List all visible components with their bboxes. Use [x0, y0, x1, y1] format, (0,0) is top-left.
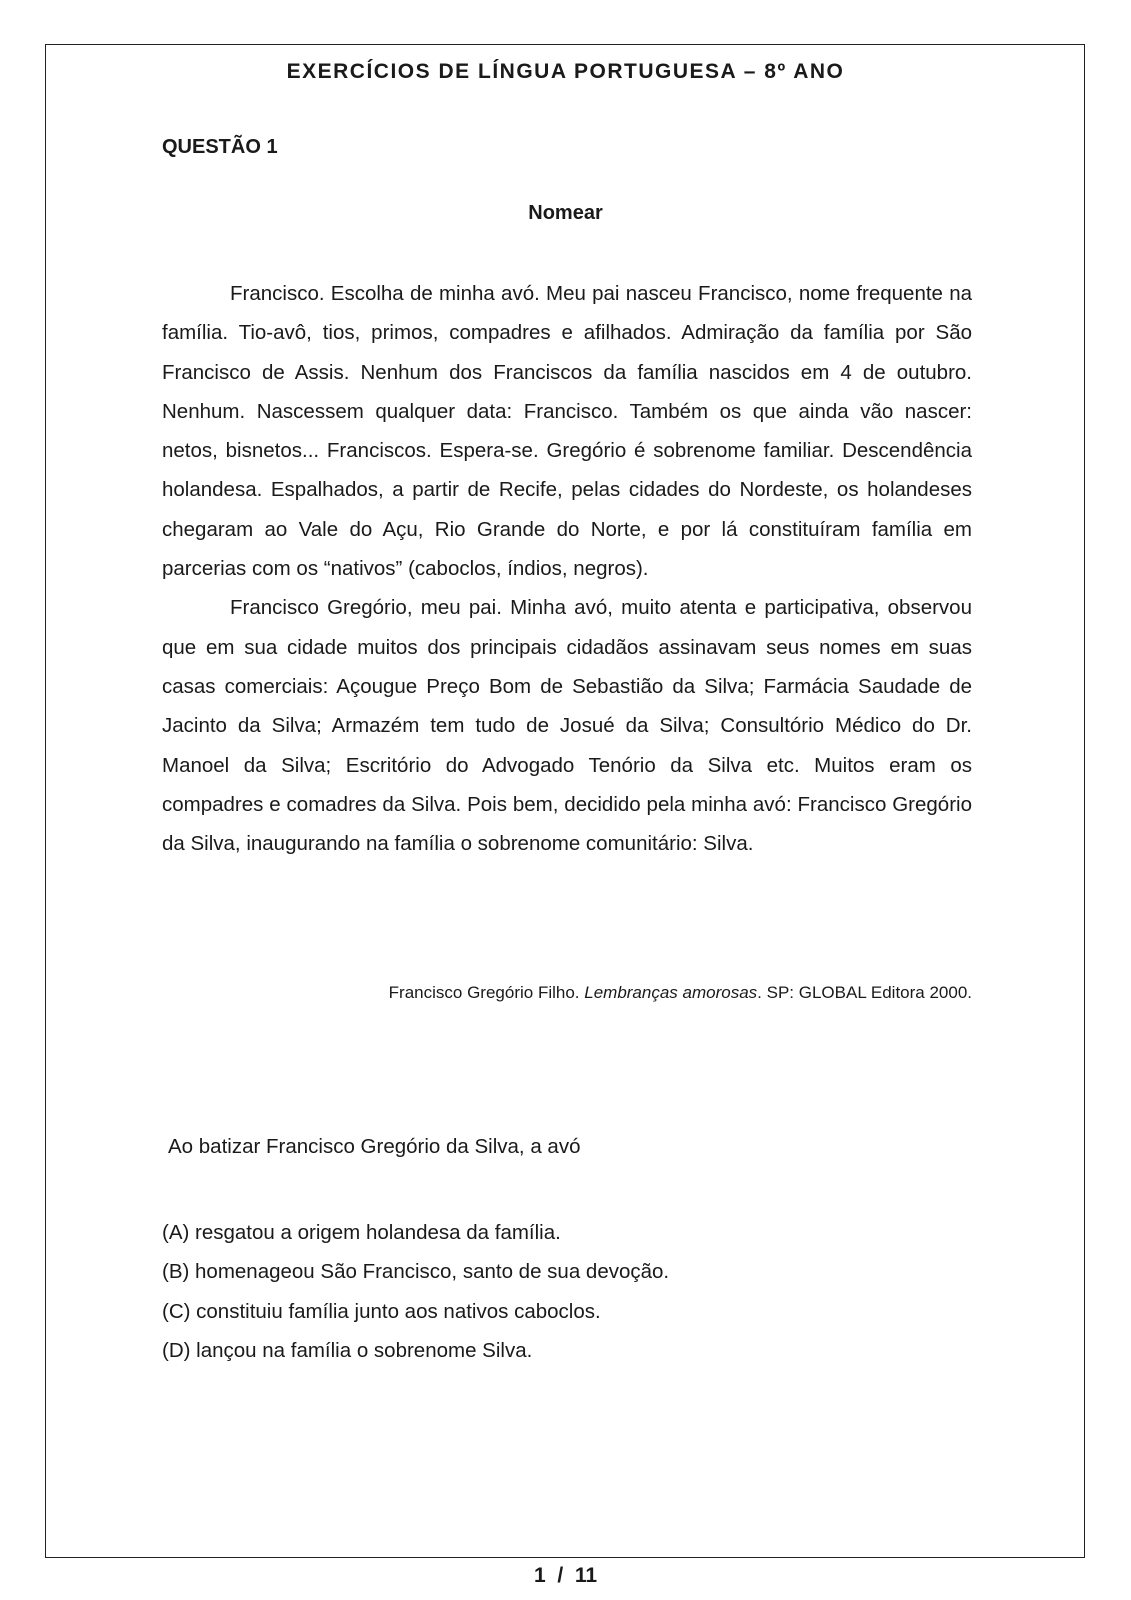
- option-b[interactable]: (B) homenageou São Francisco, santo de sua devoção.: [162, 1260, 670, 1284]
- passage: [162, 274, 972, 863]
- source-citation: [162, 983, 972, 1003]
- page-number: 1 / 11: [533, 1564, 598, 1587]
- option-d[interactable]: (D) lançou na família o sobrenome Silva.: [162, 1338, 533, 1362]
- source-author: Francisco Gregório Filho.: [388, 983, 585, 1002]
- document-title: EXERCÍCIOS DE LÍNGUA PORTUGUESA – 8º ANO: [286, 60, 845, 83]
- source-work: Lembranças amorosas: [584, 983, 758, 1002]
- answer-options: [162, 1213, 669, 1370]
- question-label: QUESTÃO 1: [162, 136, 278, 158]
- passage-paragraph: Francisco. Escolha de minha avó. Meu pai nasceu Francisco, nome frequente na família. Tio-avô, tios, primos, compadres e afilhados. Admiração da família por São Francisco de Assis. Nenhum dos Franciscos da família nascidos em 4 de outubro. Nenhum. Nascessem qualquer data: Francisco. Também os que ainda vão nascer: netos, bisnetos... Franciscos. Espera-se. Gregório é sobrenome familiar. Descendência holandesa. Espalhados, a partir de Recife, pelas cidades do Nordeste, os holandeses chegaram ao Vale do Açu, Rio Grande do Norte, e por lá constituíram família em parcerias com os “nativos” (caboclos, índios, negros).: [162, 282, 972, 581]
- text-title: Nomear: [528, 202, 603, 224]
- question-prompt: Ao batizar Francisco Gregório da Silva, a avó: [168, 1135, 581, 1158]
- option-a[interactable]: (A) resgatou a origem holandesa da família.: [162, 1221, 561, 1244]
- source-publisher: . SP: GLOBAL Editora 2000.: [757, 983, 972, 1002]
- option-c[interactable]: (C) constituiu família junto aos nativos caboclos.: [162, 1299, 601, 1323]
- passage-paragraph: Francisco Gregório, meu pai. Minha avó, muito atenta e participativa, observou que em sua cidade muitos dos principais cidadãos assinavam seus nomes em suas casas comerciais: Açougue Preço Bom de Sebastião da Silva; Farmácia Saudade de Jacinto da Silva; Armazém tem tudo de Josué da Silva; Consultório Médico do Dr. Manoel da Silva; Escritório do Advogado Tenório da Silva etc. Muitos eram os compadres e comadres da Silva. Pois bem, decidido pela minha avó: Francisco Gregório da Silva, inaugurando na família o sobrenome comunitário: Silva.: [162, 596, 972, 856]
